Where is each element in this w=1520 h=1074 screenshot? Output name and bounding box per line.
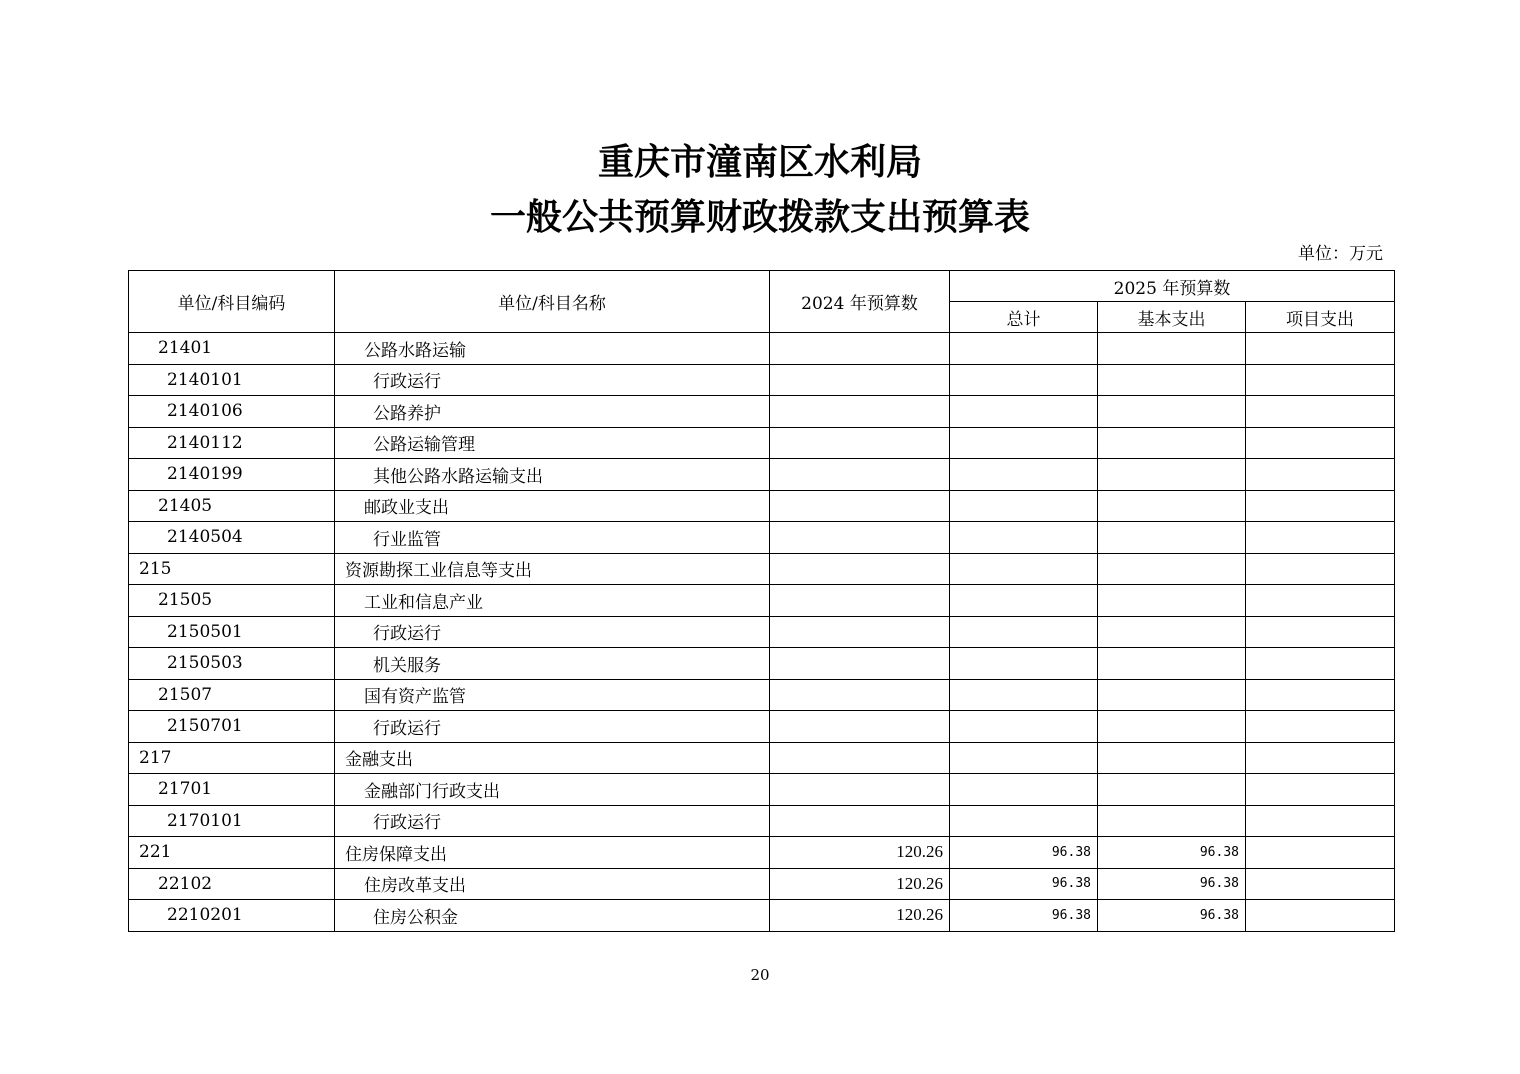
cell-total: 96.38	[950, 868, 1098, 900]
cell-prev-budget	[770, 679, 950, 711]
cell-prev-budget	[770, 364, 950, 396]
table-row	[129, 333, 1395, 365]
table-row	[129, 805, 1395, 837]
cell-prev-budget: 120.26	[770, 868, 950, 900]
cell-prev-budget	[770, 459, 950, 491]
cell-basic	[1098, 490, 1246, 522]
cell-project	[1246, 900, 1395, 932]
cell-basic: 96.38	[1098, 900, 1246, 932]
cell-total	[950, 742, 1098, 774]
cell-code: 21405	[129, 490, 335, 522]
header-name: 单位/科目名称	[335, 271, 770, 333]
cell-prev-budget	[770, 490, 950, 522]
cell-project	[1246, 711, 1395, 743]
cell-name: 行政运行	[335, 616, 770, 648]
cell-name: 行政运行	[335, 711, 770, 743]
cell-total	[950, 522, 1098, 554]
table-row	[129, 711, 1395, 743]
cell-name: 住房改革支出	[335, 868, 770, 900]
cell-name: 工业和信息产业	[335, 585, 770, 617]
header-total: 总计	[950, 302, 1098, 333]
cell-total	[950, 774, 1098, 806]
table-row	[129, 585, 1395, 617]
cell-code: 2150501	[129, 616, 335, 648]
table-row	[129, 868, 1395, 900]
cell-name: 公路养护	[335, 396, 770, 428]
cell-code: 22102	[129, 868, 335, 900]
document-title-line2: 一般公共预算财政拨款支出预算表	[489, 196, 1030, 238]
header-basic: 基本支出	[1098, 302, 1246, 333]
cell-total	[950, 711, 1098, 743]
cell-name: 机关服务	[335, 648, 770, 680]
cell-basic	[1098, 522, 1246, 554]
unit-label: 单位：万元	[1298, 244, 1383, 264]
cell-prev-budget	[770, 805, 950, 837]
cell-code: 21401	[129, 333, 335, 365]
cell-project	[1246, 679, 1395, 711]
cell-total	[950, 553, 1098, 585]
cell-prev-budget	[770, 522, 950, 554]
cell-prev-budget	[770, 553, 950, 585]
cell-project	[1246, 396, 1395, 428]
cell-project	[1246, 742, 1395, 774]
cell-name: 公路运输管理	[335, 427, 770, 459]
table-row	[129, 427, 1395, 459]
cell-basic	[1098, 427, 1246, 459]
table-row	[129, 459, 1395, 491]
cell-basic	[1098, 553, 1246, 585]
cell-total	[950, 459, 1098, 491]
cell-project	[1246, 427, 1395, 459]
cell-total	[950, 648, 1098, 680]
cell-project	[1246, 364, 1395, 396]
table-body	[129, 333, 1395, 932]
cell-code: 217	[129, 742, 335, 774]
cell-project	[1246, 333, 1395, 365]
header-project: 项目支出	[1246, 302, 1395, 333]
cell-name: 行政运行	[335, 364, 770, 396]
cell-name: 资源勘探工业信息等支出	[335, 553, 770, 585]
cell-basic	[1098, 333, 1246, 365]
cell-name: 国有资产监管	[335, 679, 770, 711]
cell-name: 金融部门行政支出	[335, 774, 770, 806]
cell-project	[1246, 837, 1395, 869]
cell-name: 住房保障支出	[335, 837, 770, 869]
cell-project	[1246, 774, 1395, 806]
cell-code: 2140106	[129, 396, 335, 428]
cell-basic	[1098, 585, 1246, 617]
cell-project	[1246, 459, 1395, 491]
cell-total	[950, 490, 1098, 522]
cell-code: 215	[129, 553, 335, 585]
cell-project	[1246, 616, 1395, 648]
table-row	[129, 679, 1395, 711]
table-row	[129, 774, 1395, 806]
cell-prev-budget	[770, 427, 950, 459]
header-code: 单位/科目编码	[129, 271, 335, 333]
cell-prev-budget	[770, 742, 950, 774]
cell-project	[1246, 805, 1395, 837]
cell-code: 2170101	[129, 805, 335, 837]
cell-total	[950, 333, 1098, 365]
cell-basic	[1098, 711, 1246, 743]
cell-prev-budget: 120.26	[770, 900, 950, 932]
document-title-line1: 重庆市潼南区水利局	[597, 141, 922, 183]
table-header	[129, 271, 1395, 333]
cell-prev-budget	[770, 711, 950, 743]
cell-name: 行业监管	[335, 522, 770, 554]
cell-basic: 96.38	[1098, 837, 1246, 869]
cell-name: 邮政业支出	[335, 490, 770, 522]
cell-total	[950, 805, 1098, 837]
cell-prev-budget	[770, 648, 950, 680]
cell-total: 96.38	[950, 900, 1098, 932]
cell-code: 2140504	[129, 522, 335, 554]
cell-basic	[1098, 774, 1246, 806]
cell-code: 2140101	[129, 364, 335, 396]
cell-basic	[1098, 364, 1246, 396]
cell-prev-budget	[770, 774, 950, 806]
table-row	[129, 553, 1395, 585]
cell-project	[1246, 868, 1395, 900]
cell-project	[1246, 585, 1395, 617]
table-row	[129, 742, 1395, 774]
table-row	[129, 396, 1395, 428]
cell-basic: 96.38	[1098, 868, 1246, 900]
table-row	[129, 837, 1395, 869]
table-row	[129, 364, 1395, 396]
cell-code: 2150503	[129, 648, 335, 680]
cell-total	[950, 427, 1098, 459]
table-row	[129, 522, 1395, 554]
cell-code: 2140112	[129, 427, 335, 459]
cell-name: 住房公积金	[335, 900, 770, 932]
cell-prev-budget: 120.26	[770, 837, 950, 869]
cell-prev-budget	[770, 616, 950, 648]
cell-name: 行政运行	[335, 805, 770, 837]
cell-basic	[1098, 742, 1246, 774]
table-row	[129, 616, 1395, 648]
table-row	[129, 900, 1395, 932]
page-number: 20	[750, 966, 770, 984]
budget-table	[128, 270, 1395, 932]
cell-total	[950, 679, 1098, 711]
cell-basic	[1098, 805, 1246, 837]
cell-name: 金融支出	[335, 742, 770, 774]
cell-project	[1246, 553, 1395, 585]
cell-project	[1246, 648, 1395, 680]
cell-name: 其他公路水路运输支出	[335, 459, 770, 491]
cell-basic	[1098, 459, 1246, 491]
cell-code: 21701	[129, 774, 335, 806]
cell-project	[1246, 522, 1395, 554]
cell-prev-budget	[770, 585, 950, 617]
cell-basic	[1098, 616, 1246, 648]
cell-total	[950, 396, 1098, 428]
cell-total: 96.38	[950, 837, 1098, 869]
cell-prev-budget	[770, 396, 950, 428]
header-curr-budget: 2025 年预算数	[950, 271, 1395, 302]
table-row	[129, 490, 1395, 522]
header-prev-budget: 2024 年预算数	[770, 271, 950, 333]
cell-code: 2210201	[129, 900, 335, 932]
cell-total	[950, 364, 1098, 396]
cell-basic	[1098, 679, 1246, 711]
table-row	[129, 648, 1395, 680]
cell-project	[1246, 490, 1395, 522]
cell-basic	[1098, 648, 1246, 680]
cell-total	[950, 585, 1098, 617]
cell-total	[950, 616, 1098, 648]
cell-code: 221	[129, 837, 335, 869]
cell-code: 21505	[129, 585, 335, 617]
cell-basic	[1098, 396, 1246, 428]
cell-code: 2150701	[129, 711, 335, 743]
cell-name: 公路水路运输	[335, 333, 770, 365]
cell-code: 21507	[129, 679, 335, 711]
cell-code: 2140199	[129, 459, 335, 491]
cell-prev-budget	[770, 333, 950, 365]
